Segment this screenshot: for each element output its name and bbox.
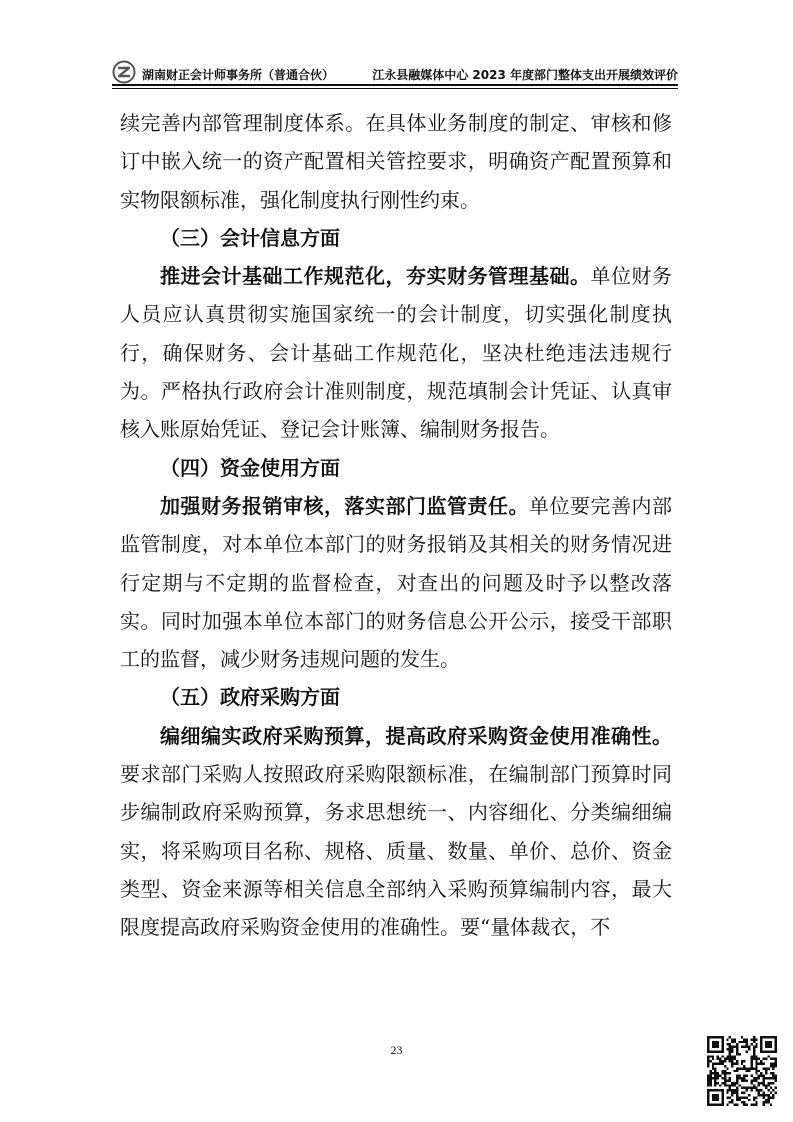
report-title: 江永县融媒体中心 2023 年度部门整体支出开展绩效评价 — [372, 68, 678, 82]
section-heading-accounting: （三）会计信息方面 — [160, 225, 340, 250]
header-rule-thin — [112, 88, 678, 89]
page-number: 23 — [390, 1043, 403, 1057]
paragraph-procurement — [120, 717, 672, 947]
paragraph-asset-continued: 续完善内部管理制度体系。在具体业务制度的制定、审核和修订中嵌入统一的资产配置相关管控要求，明确资产配置预算和实物限额标准，强化制度执行刚性约束。 — [120, 111, 672, 212]
paragraph-accounting-lead: 推进会计基础工作规范化，夯实财务管理基础。 — [160, 264, 591, 289]
header-rule-thick — [112, 84, 678, 86]
qr-code-icon — [707, 1036, 777, 1106]
paragraph-procurement-text: 要求部门采购人按照政府采购限额标准，在编制部门预算时同步编制政府采购预算，务求思想统一、内容细化、分类编细编实，将采购项目名称、规格、质量、数量、单价、总价、资金类型、资金来源等相关信息全部纳入采购预算编制内容，最大限度提高政府采购资金使用的准确性。要“量体裁衣，不 — [120, 762, 672, 940]
firm-name: 湖南财正会计师事务所（普通合伙） — [142, 68, 335, 82]
page-body — [120, 104, 672, 947]
paragraph-accounting — [120, 257, 672, 448]
page-header — [112, 60, 678, 90]
section-heading-funds: （四）资金使用方面 — [160, 455, 340, 480]
paragraph-funds-text: 单位要完善内部监管制度，对本单位本部门的财务报销及其相关的财务情况进行定期与不定期的监督检查，对查出的问题及时予以整改落实。同时加强本单位本部门的财务信息公开公示，接受干部职工的监督，减少财务违规问题的发生。 — [120, 493, 672, 672]
paragraph-funds-lead: 加强财务报销审核，落实部门监管责任。 — [160, 493, 529, 518]
section-heading-procurement: （五）政府采购方面 — [160, 685, 340, 710]
paragraph-funds — [120, 487, 672, 678]
paragraph-procurement-lead: 编细编实政府采购预算，提高政府采购资金使用准确性。 — [160, 723, 672, 748]
firm-logo-icon — [112, 60, 136, 84]
paragraph-accounting-text: 单位财务人员应认真贯彻实施国家统一的会计制度，切实强化制度执行，确保财务、会计基础工作规范化，坚决杜绝违法违规行为。严格执行政府会计准则制度，规范填制会计凭证、认真审核入账原始凭证、登记会计账簿、编制财务报告。 — [120, 264, 672, 442]
